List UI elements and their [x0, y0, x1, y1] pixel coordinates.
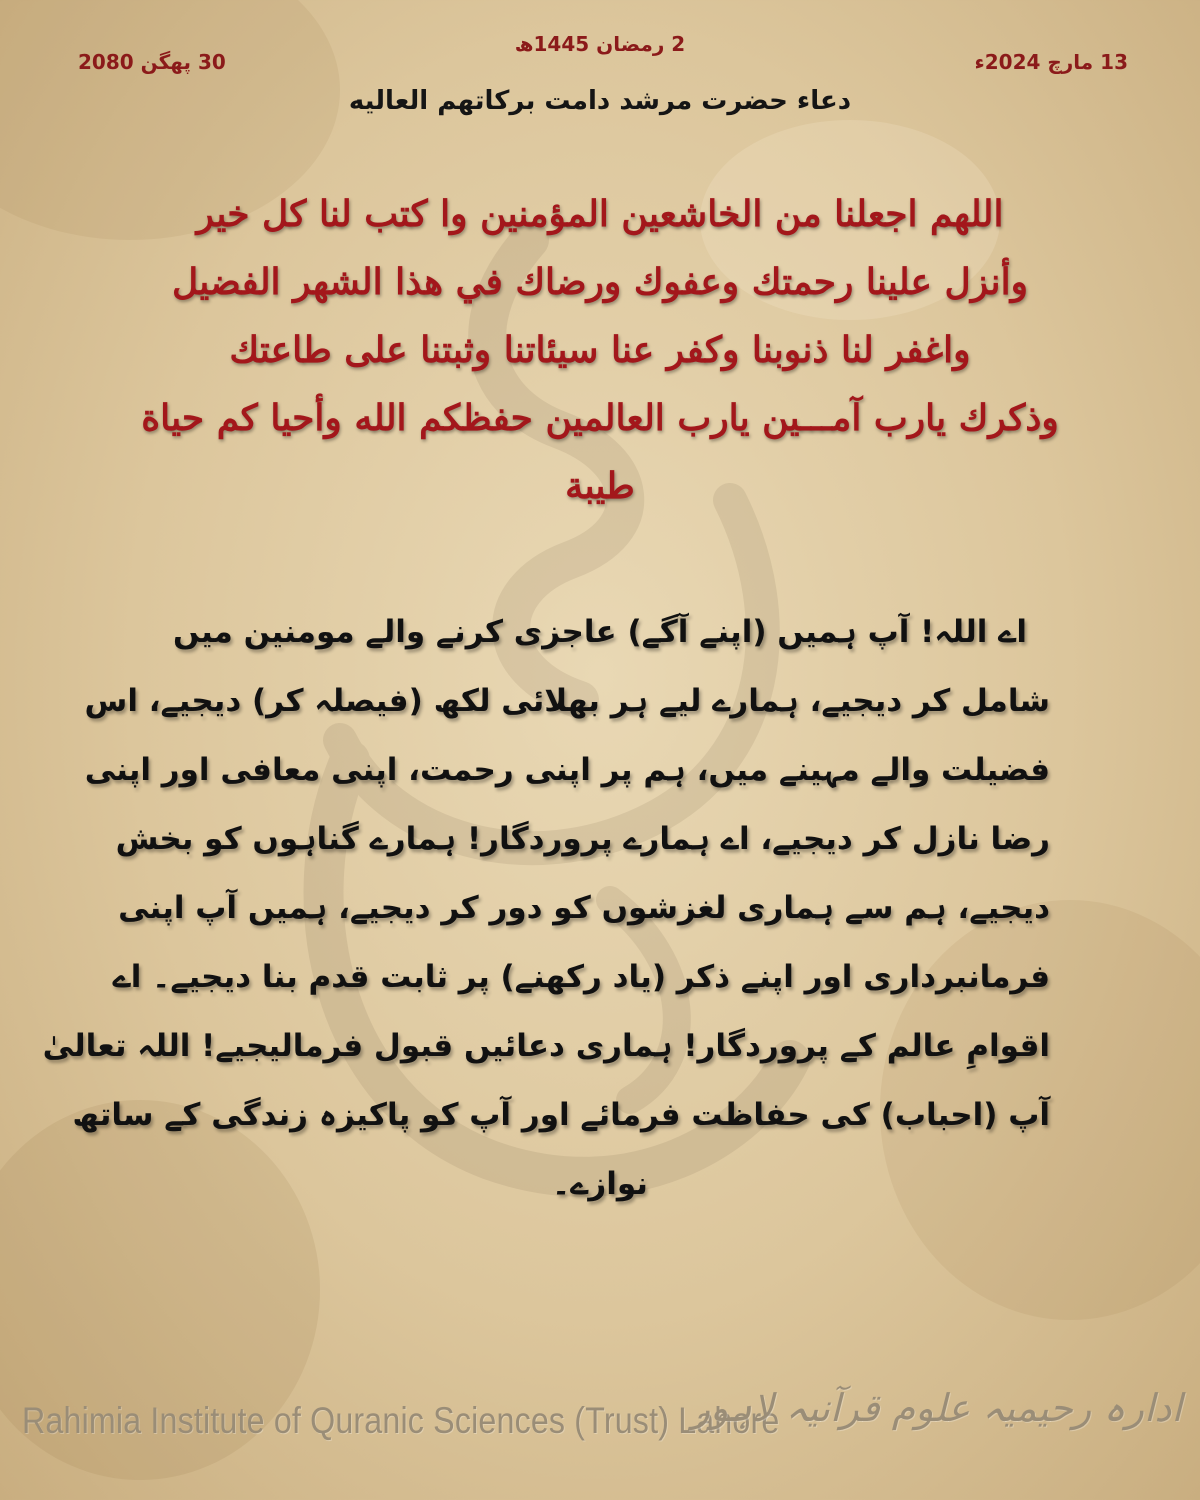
arabic-dua-line: وذكرك يارب آمـــين يارب العالمين حفظكم الله وأحيا كم حياة [141, 397, 1059, 439]
urdu-translation-line: نوازے۔ [552, 1166, 648, 1202]
gregorian-date: 13 مارچ 2024ء [974, 50, 1128, 74]
arabic-dua-line: طيبة [565, 465, 635, 507]
institute-logo-urdu: ادارہ رحیمیہ علوم قرآنیہ لاہور [691, 1386, 1182, 1430]
urdu-translation-line: دیجیے، ہم سے ہماری لغزشوں کو دور کر دیجیے، ہمیں آپ اپنی [118, 890, 1050, 926]
institute-name-english: Rahimia Institute of Quranic Sciences (Trust) Lahore [22, 1400, 780, 1441]
urdu-translation [42, 598, 1050, 1219]
urdu-translation-line: آپ (احباب) کی حفاظت فرمائے اور آپ کو پاکیزہ زندگی کے ساتھ [72, 1097, 1050, 1133]
hijri-date: 2 رمضان 1445ھ [514, 32, 686, 56]
urdu-translation-line: اے اللہ! آپ ہمیں (اپنے آگے) عاجزی کرنے والے مومنین میں [173, 614, 1027, 650]
arabic-dua-line: واغفر لنا ذنوبنا وكفر عنا سيئاتنا وثبتنا على طاعتك [229, 329, 971, 371]
arabic-dua-line: وأنزل علينا رحمتك وعفوك ورضاك في هذا الشهر الفضيل [172, 261, 1028, 303]
urdu-translation-line: شامل کر دیجیے، ہمارے لیے ہر بھلائی لکھ (فیصلہ کر) دیجیے، اس [84, 683, 1050, 719]
arabic-dua [70, 180, 1130, 520]
arabic-dua-line: اللهم اجعلنا من الخاشعين المؤمنين وا كتب لنا كل خير [196, 193, 1004, 235]
urdu-translation-line: فضیلت والے مہینے میں، ہم پر اپنی رحمت، اپنی معافی اور اپنی [84, 752, 1050, 788]
bikrami-date: 30 پھگن 2080 [78, 50, 226, 74]
urdu-translation-line: اقوامِ عالم کے پروردگار! ہماری دعائیں قبول فرمالیجیے! اللہ تعالیٰ [42, 1028, 1050, 1064]
urdu-translation-line: رضا نازل کر دیجیے، اے ہمارے پروردگار! ہمارے گناہوں کو بخش [115, 821, 1050, 857]
page-title: دعاء حضرت مرشد دامت برکاتھم العالیه [348, 86, 852, 116]
urdu-translation-line: فرمانبرداری اور اپنے ذکر (یاد رکھنے) پر ثابت قدم بنا دیجیے۔ اے [112, 959, 1050, 995]
